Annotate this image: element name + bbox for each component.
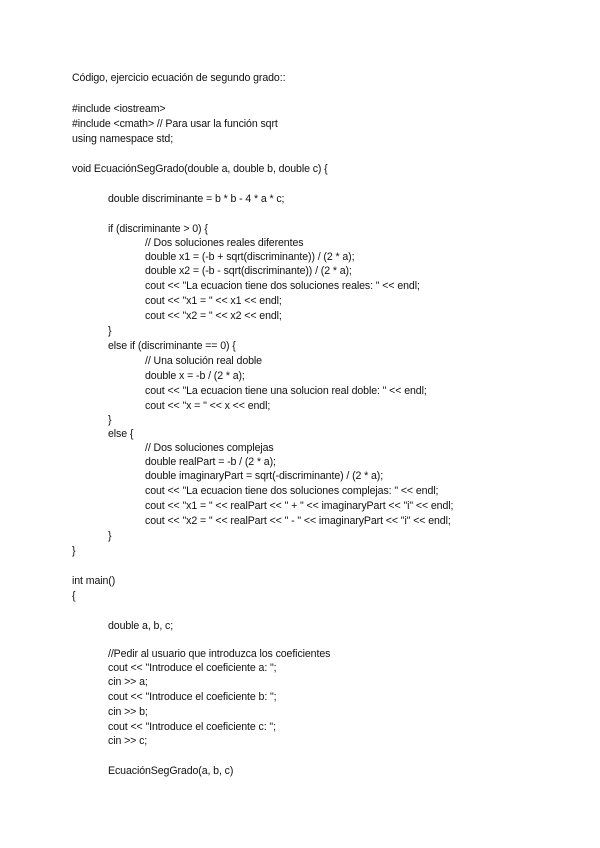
code-line: } xyxy=(72,545,76,557)
code-line: #include <iostream> xyxy=(72,103,166,115)
code-line: double x2 = (-b - sqrt(discriminante)) / (2 * a); xyxy=(145,265,352,277)
code-line: cout << "Introduce el coeficiente b: "; xyxy=(108,691,277,703)
code-line: } xyxy=(108,414,112,426)
code-line: cout << "x2 = " << x2 << endl; xyxy=(145,310,282,322)
code-line: int main() xyxy=(72,575,116,587)
code-line: cout << "x2 = " << realPart << " - " << imaginaryPart << "i" << endl; xyxy=(145,515,451,527)
code-line: if (discriminante > 0) { xyxy=(108,223,208,235)
code-line: cout << "x1 = " << realPart << " + " << imaginaryPart << "i" << endl; xyxy=(145,500,454,512)
code-line: using namespace std; xyxy=(72,133,174,145)
code-line: // Dos soluciones reales diferentes xyxy=(145,237,304,249)
code-line: cin >> a; xyxy=(108,676,148,688)
code-line: else { xyxy=(108,428,134,440)
code-line: EcuaciónSegGrado(a, b, c) xyxy=(108,765,234,777)
code-line: double x = -b / (2 * a); xyxy=(145,370,245,382)
code-line: cout << "Introduce el coeficiente c: "; xyxy=(108,721,276,733)
code-line: cout << "La ecuacion tiene dos soluciones reales: " << endl; xyxy=(145,280,420,292)
code-line: // Una solución real doble xyxy=(145,355,262,367)
code-line: cout << "La ecuacion tiene una solucion real doble: " << endl; xyxy=(145,385,427,397)
code-line: cin >> c; xyxy=(108,735,148,747)
code-line: double discriminante = b * b - 4 * a * c; xyxy=(108,193,285,205)
code-line: double realPart = -b / (2 * a); xyxy=(145,456,276,468)
code-line: double a, b, c; xyxy=(108,620,174,632)
code-line: void EcuaciónSegGrado(double a, double b, double c) { xyxy=(72,163,328,175)
code-line: cout << "x1 = " << x1 << endl; xyxy=(145,295,282,307)
code-line: // Dos soluciones complejas xyxy=(145,442,274,454)
code-line: } xyxy=(108,325,112,337)
code-line: #include <cmath> // Para usar la función sqrt xyxy=(72,118,278,130)
code-line: { xyxy=(72,590,76,602)
code-line: else if (discriminante == 0) { xyxy=(108,340,236,352)
document-heading: Código, ejercicio ecuación de segundo grado:: xyxy=(72,72,286,84)
code-line: cin >> b; xyxy=(108,706,148,718)
code-line: double x1 = (-b + sqrt(discriminante)) / (2 * a); xyxy=(145,251,355,263)
code-line: cout << "x = " << x << endl; xyxy=(145,400,271,412)
code-line: } xyxy=(108,530,112,542)
code-line: cout << "Introduce el coeficiente a: "; xyxy=(108,662,277,674)
code-line: cout << "La ecuacion tiene dos soluciones complejas: " << endl; xyxy=(145,485,439,497)
code-line: double imaginaryPart = sqrt(-discriminante) / (2 * a); xyxy=(145,470,384,482)
code-line: //Pedir al usuario que introduzca los coeficientes xyxy=(108,648,331,660)
